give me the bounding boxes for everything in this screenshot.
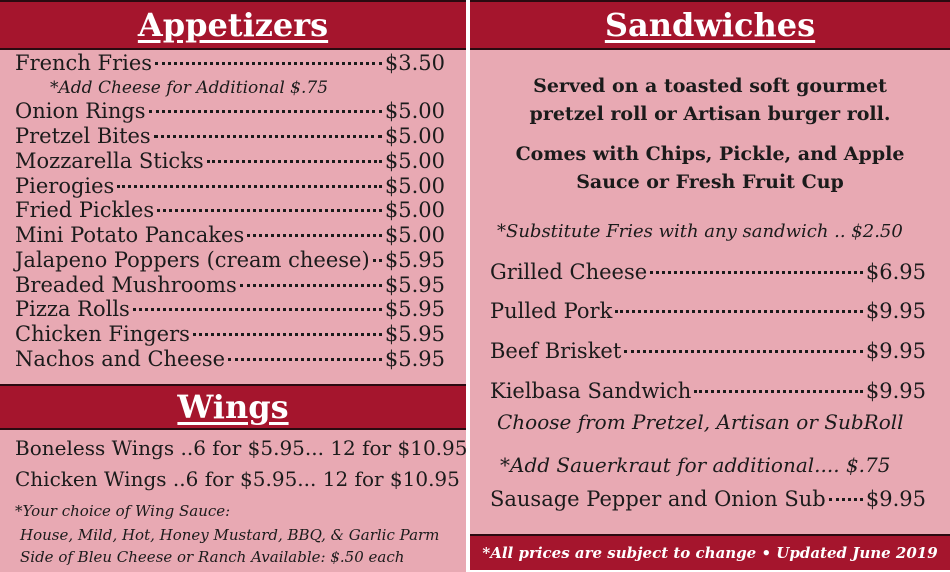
item-price: $5.95 — [384, 273, 445, 297]
sandwich-item — [490, 339, 926, 363]
dot-leader — [240, 284, 382, 287]
footer-text: *All prices are subject to change • Updated June 2019 — [482, 544, 938, 562]
item-price: $5.00 — [384, 223, 445, 247]
sauce-list: House, Mild, Hot, Honey Mustard, BBQ, & Garlic Parm — [20, 526, 440, 544]
menu-item — [15, 198, 445, 222]
item-price: $9.95 — [865, 379, 926, 403]
sauerkraut-note — [500, 453, 890, 477]
menu-item — [15, 248, 445, 272]
dot-leader — [193, 333, 382, 336]
item-price: $6.95 — [865, 260, 926, 284]
item-price: $5.00 — [384, 99, 445, 123]
item-price: ..6 for $5.95... 12 for $10.95 — [172, 467, 460, 491]
substitute-note: *Substitute Fries with any sandwich .. $2.50 — [497, 221, 903, 242]
appetizers-title: Appetizers — [137, 6, 329, 44]
item-name: Chicken Fingers — [15, 322, 190, 346]
item-price: $5.00 — [384, 174, 445, 198]
dipping-note: Side of Bleu Cheese or Ranch Available: $.50 each — [20, 548, 405, 566]
menu-item — [15, 124, 445, 148]
item-name: Nachos and Cheese — [15, 347, 226, 371]
item-price: ..6 for $5.95... 12 for $10.95 — [180, 436, 468, 460]
sauerkraut-price: .... $.75 — [814, 453, 891, 477]
dot-leader — [228, 358, 382, 361]
item-name: Chicken Wings — [15, 467, 167, 491]
item-price: $5.95 — [384, 322, 445, 346]
menu-item — [15, 223, 445, 247]
dot-leader — [149, 110, 382, 113]
sauce-note: *Your choice of Wing Sauce: — [15, 502, 231, 520]
dot-leader — [624, 350, 863, 353]
item-name: Beef Brisket — [490, 339, 622, 363]
intro-line: pretzel roll or Artisan burger roll. — [529, 103, 891, 125]
dot-leader — [615, 310, 863, 313]
menu-item — [15, 174, 445, 198]
item-name: French Fries — [15, 51, 153, 75]
item-name: Mozzarella Sticks — [15, 149, 204, 173]
item-name: Pierogies — [15, 174, 115, 198]
menu-item — [15, 322, 445, 346]
dot-leader — [155, 62, 382, 65]
dot-leader — [157, 209, 382, 212]
item-name: Pulled Pork — [490, 299, 613, 323]
dot-leader — [373, 259, 382, 262]
item-price: $3.50 — [384, 51, 445, 75]
dot-leader — [133, 308, 382, 311]
item-price: $5.95 — [384, 248, 445, 272]
menu-item — [15, 273, 445, 297]
item-name: Breaded Mushrooms — [15, 273, 237, 297]
menu-item — [15, 51, 445, 75]
roll-note: Choose from Pretzel, Artisan or SubRoll — [497, 410, 904, 434]
wings-title: Wings — [177, 388, 289, 426]
item-name: Pretzel Bites — [15, 124, 151, 148]
item-name: Onion Rings — [15, 99, 146, 123]
wings-banner — [0, 384, 466, 430]
dot-leader — [694, 390, 863, 393]
menu-item — [15, 99, 445, 123]
item-price: $5.00 — [384, 124, 445, 148]
appetizers-banner — [0, 0, 466, 50]
item-name: Kielbasa Sandwich — [490, 379, 692, 403]
dot-leader — [247, 234, 382, 237]
sandwiches-banner — [470, 0, 950, 50]
dot-leader — [829, 498, 863, 501]
item-name: Boneless Wings — [15, 436, 175, 460]
footer-banner — [470, 534, 950, 570]
sauerkraut-label: *Add Sauerkraut for additional — [500, 453, 815, 477]
item-name: Mini Potato Pancakes — [15, 223, 245, 247]
item-price: $5.95 — [384, 297, 445, 321]
item-name: Sausage Pepper and Onion Sub — [490, 487, 826, 511]
dot-leader — [207, 160, 382, 163]
item-name: Pizza Rolls — [15, 297, 130, 321]
item-name: Fried Pickles — [15, 198, 155, 222]
intro-line: Comes with Chips, Pickle, and Apple — [515, 143, 905, 165]
dot-leader — [154, 135, 382, 138]
sandwich-item — [490, 487, 926, 511]
sandwich-item — [490, 299, 926, 323]
intro-line: Sauce or Fresh Fruit Cup — [576, 171, 844, 193]
sandwiches-title: Sandwiches — [604, 6, 816, 44]
intro-line: Served on a toasted soft gourmet — [533, 75, 887, 97]
cheese-note: *Add Cheese for Additional $.75 — [50, 78, 329, 98]
sandwich-item — [490, 260, 926, 284]
item-price: $9.95 — [865, 487, 926, 511]
dot-leader — [650, 271, 863, 274]
menu-item — [15, 297, 445, 321]
menu-item — [15, 347, 445, 371]
item-price: $9.95 — [865, 299, 926, 323]
menu-item — [15, 149, 445, 173]
item-name: Grilled Cheese — [490, 260, 648, 284]
item-price: $5.00 — [384, 149, 445, 173]
sandwich-item — [490, 379, 926, 403]
wing-item — [15, 436, 467, 460]
item-price: $5.95 — [384, 347, 445, 371]
dot-leader — [117, 185, 382, 188]
item-price: $5.00 — [384, 198, 445, 222]
item-price: $9.95 — [865, 339, 926, 363]
wing-item — [15, 467, 460, 491]
item-name: Jalapeno Poppers (cream cheese) — [15, 248, 370, 272]
